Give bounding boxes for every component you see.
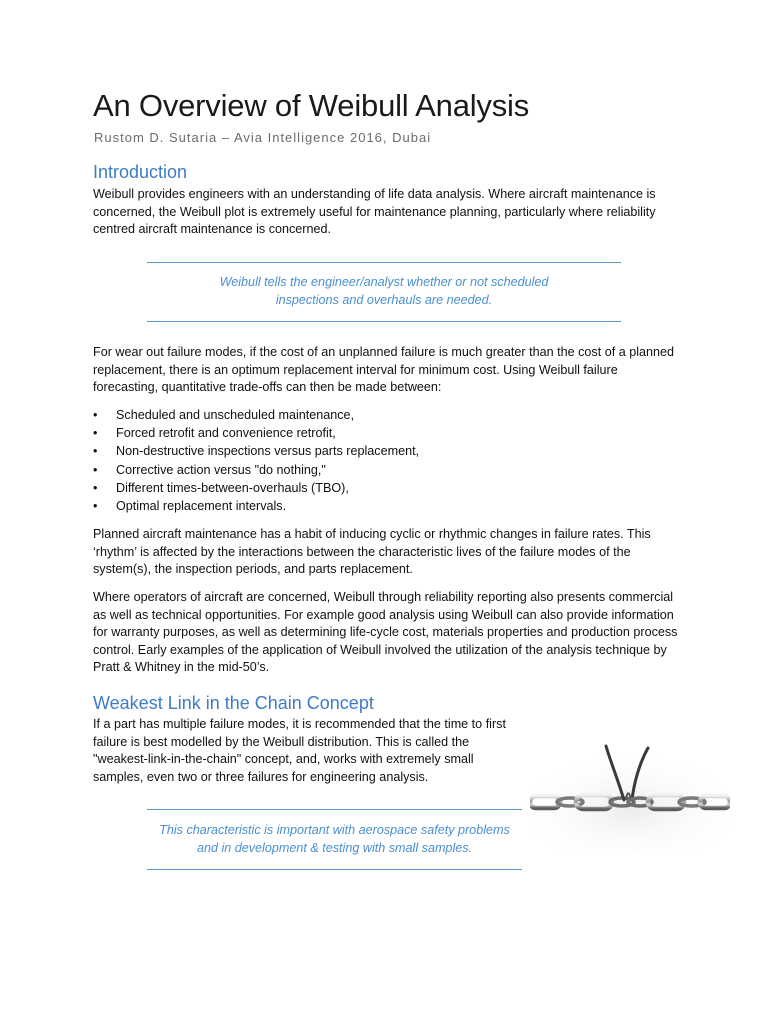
list-item-text: Corrective action versus "do nothing,": [116, 462, 326, 477]
quote-top-rule: [147, 262, 621, 263]
list-item-text: Optimal replacement intervals.: [116, 499, 287, 514]
list-item: [93, 442, 419, 460]
rhythm-paragraph: Planned aircraft maintenance has a habit of inducing cyclic or rhythmic changes in failure rates. This ‘rhythm’ is affected by the interactions between the characteristic lives of the failure modes of the system(s), the inspection periods, and parts replacement.: [93, 527, 651, 577]
document-subtitle: Rustom D. Sutaria – Avia Intelligence 2016, Dubai: [94, 130, 432, 145]
bullet-icon: •: [93, 444, 98, 459]
list-item-text: Forced retrofit and convenience retrofit,: [116, 426, 336, 441]
list-item: [93, 424, 419, 442]
list-item-text: Non-destructive inspections versus parts replacement,: [116, 444, 420, 459]
quote-top-rule: [147, 809, 522, 810]
document-title: An Overview of Weibull Analysis: [93, 88, 530, 123]
quote-bottom-rule: [147, 869, 522, 870]
broken-chain-image: [530, 730, 730, 850]
pull-quote-line: This characteristic is important with aerospace safety problems: [159, 823, 510, 837]
section-heading-introduction: Introduction: [93, 162, 188, 182]
bullet-icon: •: [93, 462, 98, 477]
pull-quote-weibull: [147, 273, 621, 309]
list-item: [93, 479, 419, 497]
list-item-text: Different times-between-overhauls (TBO),: [116, 480, 349, 495]
list-item-text: Scheduled and unscheduled maintenance,: [116, 408, 355, 422]
trade-off-list: [93, 406, 419, 515]
bullet-icon: •: [93, 480, 98, 495]
operators-paragraph: Where operators of aircraft are concerned, Weibull through reliability reporting also presents commercial as well as technical opportunities. For example good analysis using Weibull can also provide information for warranty purposes, as well as determining life-cycle cost, materials properties and production process control. Early examples of the application of Weibull involved the utilization of the analysis technique by Pratt & Whitney in the mid-50’s.: [93, 590, 678, 675]
quote-bottom-rule: [147, 321, 621, 322]
bullet-icon: •: [93, 499, 98, 514]
pull-quote-line: inspections and overhauls are needed.: [275, 293, 493, 307]
list-item: [93, 497, 419, 515]
list-item: [93, 461, 419, 479]
weakest-link-paragraph: If a part has multiple failure modes, it is recommended that the time to first failure is best modelled by the Weibull distribution. This is called the "weakest-link-in-the-chain" concept, and, works with extremely small samples, even two or three failures for engineering analysis.: [93, 717, 506, 784]
pull-quote-line: and in development & testing with small samples.: [196, 841, 473, 855]
pull-quote-line: Weibull tells the engineer/analyst whether or not scheduled: [219, 275, 549, 289]
list-item: [93, 406, 419, 424]
bullet-icon: •: [93, 426, 98, 441]
pull-quote-aerospace: [137, 821, 532, 857]
introduction-paragraph: Weibull provides engineers with an understanding of life data analysis. Where aircraft maintenance is concerned, the Weibull plot is extremely useful for maintenance planning, particularly where reliability centred aircraft maintenance is concerned.: [93, 187, 656, 237]
section-heading-weakest-link: Weakest Link in the Chain Concept: [93, 693, 374, 713]
bullet-icon: •: [93, 408, 98, 422]
wear-out-paragraph: For wear out failure modes, if the cost of an unplanned failure is much greater than the cost of a planned replacement, there is an optimum replacement interval for minimum cost. Using Weibull failure forecasting, quantitative trade-offs can then be made between:: [93, 345, 675, 395]
